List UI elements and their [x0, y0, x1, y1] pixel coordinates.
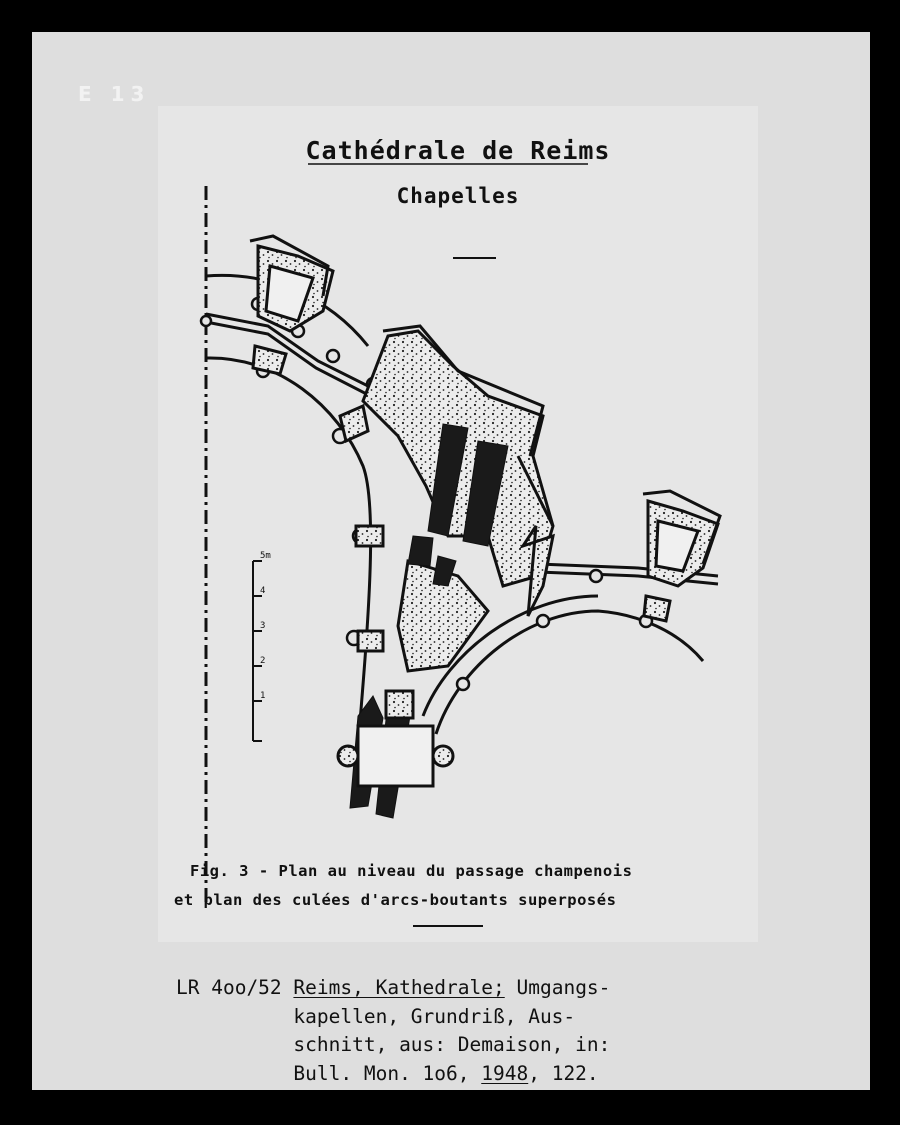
- catalog-ref: LR 4oo/52: [176, 976, 282, 999]
- catalog-line3: schnitt, aus: Demaison, in:: [293, 1033, 611, 1056]
- card-id: E 13: [78, 82, 151, 106]
- catalog-entry: [176, 974, 610, 1088]
- index-card: [32, 32, 870, 1090]
- scale-label-2: 2: [260, 656, 266, 666]
- figure-caption-line2: et plan des culées d'arcs-boutants superposés: [174, 891, 617, 909]
- catalog-line2: kapellen, Grundriß, Aus-: [293, 1004, 576, 1028]
- figure-plate: [158, 106, 758, 942]
- scale-label-4: 4: [260, 586, 266, 596]
- figure-subtitle: Chapelles: [396, 184, 520, 208]
- catalog-line4-pre: Bull. Mon. 1o6,: [293, 1061, 482, 1085]
- figure-title: Cathédrale de Reims: [305, 136, 611, 165]
- floor-plan-drawing: [158, 106, 758, 942]
- catalog-subject: Reims, Kathedrale;: [293, 976, 505, 999]
- catalog-line4-post: , 122.: [528, 1061, 599, 1085]
- scale-label-1: 1: [260, 691, 266, 701]
- scale-label-3: 3: [260, 621, 266, 631]
- catalog-year: 1948: [481, 1061, 529, 1085]
- catalog-line1-rest: Umgangs-: [504, 976, 611, 999]
- scale-label-5: 5m: [260, 551, 271, 561]
- figure-caption-line1: Fig. 3 - Plan au niveau du passage champenois: [190, 862, 633, 880]
